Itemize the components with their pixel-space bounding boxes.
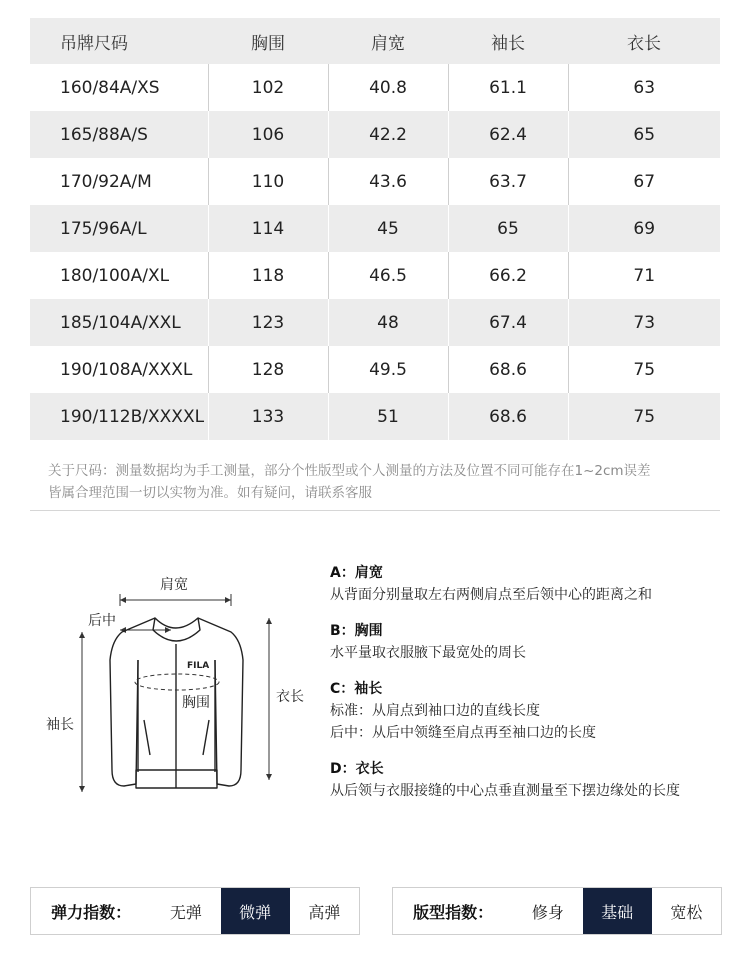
measurement-cell: 118 [208, 252, 328, 299]
table-row [30, 111, 720, 158]
fila-logo: FILA [187, 661, 210, 671]
table-row [30, 346, 720, 393]
jacket-measurement-diagram [40, 560, 320, 810]
label-chest: 胸围 [182, 695, 210, 711]
definition-title: A：肩宽 [330, 565, 383, 581]
size-table-header [30, 18, 720, 64]
header-length: 衣长 [627, 33, 661, 54]
measurement-cell: 51 [328, 393, 448, 440]
measurement-cell: 43.6 [328, 158, 448, 205]
definition-text: 从后领与衣服接缝的中心点垂直测量至下摆边缘处的长度 [330, 783, 680, 799]
elastic-index-bar [30, 887, 360, 935]
table-row [30, 299, 720, 346]
size-cell: 190/108A/XXXL [60, 359, 193, 380]
measurement-cell: 110 [208, 158, 328, 205]
measurement-cell: 62.4 [448, 111, 568, 158]
elastic-option-high: 高弹 [308, 902, 341, 922]
elastic-index-label: 弹力指数： [51, 902, 132, 922]
measurement-cell: 48 [328, 299, 448, 346]
measurement-cell: 68.6 [448, 346, 568, 393]
fit-option-slim: 修身 [531, 902, 564, 922]
note-divider [30, 510, 720, 511]
fit-index-label: 版型指数： [413, 902, 494, 922]
size-cell: 190/112B/XXXXL [60, 406, 205, 427]
fit-option-loose: 宽松 [670, 902, 703, 922]
label-shoulder: 肩宽 [160, 577, 188, 593]
measurement-cell: 49.5 [328, 346, 448, 393]
measurement-cell: 45 [328, 205, 448, 252]
size-cell: 170/92A/M [60, 171, 152, 192]
label-length: 衣长 [276, 689, 304, 705]
label-sleeve: 袖长 [46, 717, 74, 733]
fit-index-bar [392, 887, 722, 935]
measurement-cell: 106 [208, 111, 328, 158]
measurement-cell: 71 [568, 252, 720, 299]
size-cell: 165/88A/S [60, 124, 148, 145]
measurement-cell: 66.2 [448, 252, 568, 299]
measurement-cell: 128 [208, 346, 328, 393]
size-cell: 160/84A/XS [60, 77, 160, 98]
measurement-cell: 75 [568, 393, 720, 440]
size-cell: 185/104A/XXL [60, 312, 181, 333]
measurement-cell: 102 [208, 64, 328, 111]
definition-text: 水平量取衣服腋下最宽处的周长 [330, 645, 526, 661]
measurement-cell: 40.8 [328, 64, 448, 111]
table-row [30, 205, 720, 252]
size-note-line-2: 皆属合理范围一切以实物为准。如有疑问，请联系客服 [48, 485, 372, 501]
header-chest: 胸围 [251, 33, 285, 54]
measurement-cell: 75 [568, 346, 720, 393]
measurement-cell: 63.7 [448, 158, 568, 205]
header-sleeve: 袖长 [491, 33, 525, 54]
table-row [30, 393, 720, 440]
table-row [30, 158, 720, 205]
size-cell: 175/96A/L [60, 218, 147, 239]
measurement-definitions [330, 562, 730, 816]
measurement-cell: 114 [208, 205, 328, 252]
elastic-option-slight: 微弹 [221, 888, 290, 934]
definition-length [330, 758, 730, 802]
definition-sleeve [330, 678, 730, 744]
measurement-cell: 61.1 [448, 64, 568, 111]
fit-option-regular: 基础 [583, 888, 652, 934]
size-table [30, 18, 720, 440]
measurement-cell: 65 [448, 205, 568, 252]
definition-title: D：衣长 [330, 761, 384, 777]
header-tag-size: 吊牌尺码 [60, 33, 128, 54]
size-cell: 180/100A/XL [60, 265, 170, 286]
definition-chest [330, 620, 730, 664]
table-row [30, 252, 720, 299]
measurement-cell: 67 [568, 158, 720, 205]
measurement-cell: 42.2 [328, 111, 448, 158]
size-note [48, 460, 728, 504]
table-row [30, 64, 720, 111]
header-shoulder: 肩宽 [371, 33, 405, 54]
measurement-cell: 123 [208, 299, 328, 346]
measurement-cell: 69 [568, 205, 720, 252]
size-note-line-1: 关于尺码：测量数据均为手工测量，部分个性版型或个人测量的方法及位置不同可能存在1~2cm误差 [48, 463, 651, 479]
measurement-cell: 68.6 [448, 393, 568, 440]
definition-text: 标准：从肩点到袖口边的直线长度 [330, 703, 540, 719]
definition-text: 从背面分别量取左右两侧肩点至后领中心的距离之和 [330, 587, 652, 603]
definition-shoulder [330, 562, 730, 606]
measurement-cell: 46.5 [328, 252, 448, 299]
definition-title: B：胸围 [330, 623, 383, 639]
label-back-center: 后中 [88, 613, 116, 629]
measurement-cell: 73 [568, 299, 720, 346]
measurement-cell: 63 [568, 64, 720, 111]
jacket-illustration [40, 560, 320, 810]
measurement-cell: 67.4 [448, 299, 568, 346]
measurement-cell: 65 [568, 111, 720, 158]
elastic-option-none: 无弹 [169, 902, 202, 922]
definition-title: C：袖长 [330, 681, 383, 697]
measurement-cell: 133 [208, 393, 328, 440]
definition-text: 后中：从后中领缝至肩点再至袖口边的长度 [330, 725, 596, 741]
